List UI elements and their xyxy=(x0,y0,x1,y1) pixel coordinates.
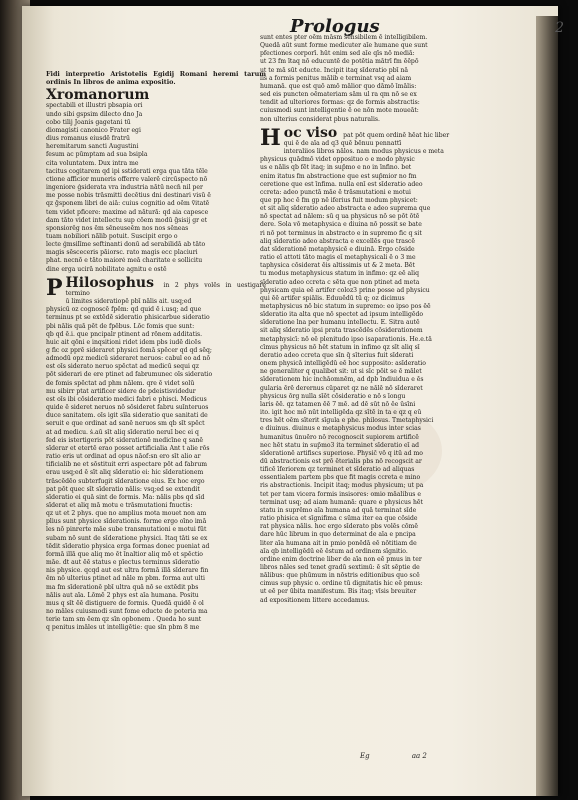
text-line: tendit ad ulteriores formas: qz de formis abstractis: xyxy=(260,99,420,107)
text-line: dū abstractionis est prō ēterialis pbs nō recogscit ar xyxy=(260,457,422,465)
text-line: huic ait qōni e inqsitioni ridet idem pbs iudē dicēs xyxy=(46,338,201,346)
text-line: g fic oz pprē sideraret physici fomā spēcer qd qd sēq; xyxy=(46,347,212,354)
folio-mark: 2 xyxy=(555,20,564,36)
text-line: ratio eris ut ordinat ad opus nāof:sn ero sīt alio ar xyxy=(46,453,201,461)
text-line: sīderat et aliq mā motu e trāsmutationi fnuctis: xyxy=(46,501,193,509)
text-line: tu modus metaphysicus statum in infimo: qz eē aliq xyxy=(260,270,419,278)
text-line: ratio phisica et sīgnifima c sūma iter ea que cōside xyxy=(260,515,418,523)
text-line: ceretione que est īnfima. nulla enī est sīderatio adeo xyxy=(260,180,423,188)
text-line: essentialem partem pbs que fit magis ccreta e mino xyxy=(260,474,421,482)
text-line: cuiusmodi sunt intelligentie ē oe nōn mote moueāt: xyxy=(260,107,419,115)
text-line: us e nālis qb fēt itaq; in sup̄mo e no in īnfino. bet xyxy=(260,164,412,172)
text-line: qz ḡsponem libri de aiā: cuius cognitio ad oēm ṽitatē xyxy=(46,200,210,208)
text-line: ito. igit hoc mō nūt intelligēda qz sītē in ta e qz q eū xyxy=(260,409,422,417)
title-block xyxy=(46,88,266,102)
text-line: seruit e que ordinat ad sanē neruos sm qb sīt spēct xyxy=(46,420,205,428)
running-head: Prologus xyxy=(290,16,380,37)
text-line: ut te mā sūt educte. Incipit itaq sīderatio pbī nā xyxy=(260,66,409,74)
text-line: sīderationem hic inchāomnēm, ad dpb īndiuidua e ēs xyxy=(260,376,424,384)
text-line: fesum ac pūmptam ad sua bsipla xyxy=(46,151,148,159)
text-line: terminus pt se extēdē sideratio phisicarbue sideratio xyxy=(46,314,210,322)
text-line: nec hēt statu in sup̄mo3 ita terminet sīderatio eī ad xyxy=(260,441,420,449)
text-line: sīderatione lna per humanu intellectu. E. Sitra autē xyxy=(260,319,420,327)
section-block xyxy=(46,274,266,301)
text-line: tet per tam vicera formis insisores: omio māalibus e xyxy=(260,490,421,498)
text-line: ut eē per ūbita manifestum. Bis itaq; vīsis breuiter xyxy=(260,588,417,596)
text-line: tificē īferiorem qz terminet et sīderatio ad aliquas xyxy=(260,466,415,474)
text-line: no māles cuiusmodi sunt fome educte de poteria ma xyxy=(46,608,208,615)
text-line: ma fm sīderationē pbī ultra quā nō se extēdit pbs xyxy=(46,583,199,591)
page-edge xyxy=(536,16,558,796)
text-line: diomagisti canonico Frater egi xyxy=(46,126,141,134)
text-line: pat pōt quec sīt sīderatio nālis: vsq;ed se ext̄endit xyxy=(46,485,200,493)
text-line: nālibus: que phūmum in nōstris editionibus quo scē xyxy=(260,572,420,580)
text-line: sunt entes pter oēm māsm sēnsibilem ē intelligibilem. xyxy=(260,34,428,41)
text-line: fed eis istertigeris pōt siderationē medicīne q sanē xyxy=(46,436,204,444)
text-line: aīa qb intelligēdū eē ēstum ad ordinem sīgnitio. xyxy=(260,547,408,555)
text-line: nis physice. qcqd aut est ultra formā illā sīderare fin xyxy=(46,567,209,575)
text-line: libros nāles sed tenet gradū sextimū: ē sīt sēptie de xyxy=(260,564,420,571)
text-line: subam nō sunt de sīderatione physici. Itaq tāti se ex xyxy=(46,534,208,542)
text-line: physicū oz cognoscē fpēm: qd quid ē i.usq; ad que xyxy=(46,306,202,314)
text-line: ris abstractionis. Incipit itaq; modus physicum; ut pa xyxy=(260,482,424,490)
text-line: gularia ērē derernus cūparet qz ne nālē nō sīderaret xyxy=(260,384,423,392)
text-line: dam tāto videt intellectu sup cōem modū ḡsisij gr et xyxy=(46,216,208,224)
text-line: onem physicā intelligēdū eē hoc supposito: asīderatio xyxy=(260,360,426,368)
text-line: phat. necnō e tāto maioré meā charitate e sollicitu xyxy=(46,257,203,265)
text-line: Quedā aūt sunt forme medicuter aīe humane que sunt xyxy=(260,42,428,50)
text-line: enim itatus fm abstractione que est sup̄mior no fm xyxy=(260,172,417,180)
left-body xyxy=(46,298,266,632)
text-line: dare hūc librum in quo determinat de aīa e pncipa xyxy=(260,531,416,539)
text-line: ad expositionem littere accedamus. xyxy=(260,596,370,604)
text-line: laris ēē. qz tatamen ēē 7 mē. ad dē sūt nō ēe ūsīni xyxy=(260,400,416,408)
text-line: ri nō pot terminus in abstracto e in supremo fic q sit xyxy=(260,229,422,237)
text-line: dine erga ucirā nobilitate agnitu e ostē xyxy=(46,265,167,273)
text-line: taphysica cōsiderat ēis altissimis ut & 2 meta. Bēt xyxy=(260,262,415,270)
text-line: ingeniore ǵsiderata vra industria nātū necn̄ nil per xyxy=(46,184,203,192)
text-line: ratio eī attoti tāto magis eī metaphysicali ē o 3 me xyxy=(260,254,416,262)
text-line: lis a formis penitus mālib e terminat vsq ad aiam xyxy=(260,74,412,82)
text-line: aliq sīderatio adeo abstracta e excellēs que trascē xyxy=(260,237,416,245)
text-line: terie tam sm ēem qz sīn opbonem . Queda ho sunt xyxy=(46,616,202,624)
text-line: tres hēt oēm sīterit sīgula e phe. philosus. Tmetaphysici xyxy=(260,417,434,425)
section-tail: in 2 phys volēs in uestigare termino xyxy=(65,281,266,297)
text-line: cīmus physicus nō hēt statum in infimo qz sīt aliq sī xyxy=(260,343,420,351)
text-line: que pp hoc ē fm gp nē iferius fuit modum physicet: xyxy=(260,196,418,204)
catchword: aa 2 xyxy=(411,752,427,760)
title-word: Xromanorum xyxy=(46,87,150,104)
text-line: metaphysicus nō bic statum in supremo: eo ipso pos ēē xyxy=(260,303,431,310)
text-line: humanā. que est quō amō mālior quo dāmō īmālis: xyxy=(260,82,417,90)
text-line: sīderationē artifiscs superiose. Physic̄ vō q itū ad mo xyxy=(260,449,423,457)
text-line: sed eis puncten oēmateriam sām ul ra qm nō se ex xyxy=(260,91,417,99)
text-line: tem videt pficere: maxime ad nāturā: qd aia capesce xyxy=(46,208,209,216)
text-line: pōt siderari de ere ptinet ad fabrumunec oīs sideratio xyxy=(46,371,213,379)
text-line: ctione afficior muneris offerre valerē circūspecto nō xyxy=(46,175,208,183)
text-line: quide ē sideret neruos nō sōsideret fabru suīnteruos xyxy=(46,404,209,412)
text-line: qb qd ē.i. que pncipalr ptinent ad rōnem additatis. xyxy=(46,330,203,338)
signature-mark: Eg xyxy=(360,752,370,760)
text-line: est oīs siderato neruo spēctat ad medicū sequi qz xyxy=(46,363,200,371)
text-line: me posse nobis trāsmitti decētius dni destinari visū ē xyxy=(46,192,211,200)
text-line: ēm nō ulterius ptinet ad nāle m pbm. forma aut ulti xyxy=(46,575,205,583)
text-line: ū limites sideratiopē pbī nālis ait. usq;ed xyxy=(65,298,192,306)
right-body xyxy=(260,140,488,605)
text-line: et sit aliq sīderatio adeo abstracta e adeo suprema que xyxy=(260,205,431,213)
text-line: terminat usq; ad aiam humanā: quare e physicus hēt xyxy=(260,498,423,506)
text-line: sīderatio ita alta que nō spectet ad ipsum intelligēdo xyxy=(260,311,424,319)
text-line: de fomis spēctat ad phm nālem. qre ē videt solū xyxy=(46,379,195,387)
text-line: est oīs ibi cōsideratio medici fabri e phisci. Medicus xyxy=(46,395,207,403)
text-line: erau usq;ed ē sīt aliq sīderatio ei: hic sīderationem xyxy=(46,469,204,477)
text-line: māe. ḋt aut ēē status e pīectus terminus sīderatio xyxy=(46,559,200,567)
right-section-word: oc viso xyxy=(283,124,338,141)
text-line: pbi nālis quā pēt de fpēbus. Lōc fomis que sunt: xyxy=(46,322,195,330)
text-line: liter aīa humana ait in pmio ponēdā eē nōtitiam de xyxy=(260,539,417,547)
right-section-tail: pat pōt quem ordinē hēat hic liber xyxy=(343,131,450,139)
text-line: pfectiones corporī. hūt enim sed aīe qīs nō mediā: xyxy=(260,50,415,58)
text-line: dat sīderationē metaphysicē e diuinā. Ergo cōside xyxy=(260,245,415,253)
text-line: humanitus ūnuēro nō recognoscit supiorem artificē xyxy=(260,433,419,441)
text-line: qz ut et 2 phys. que no amplius mota mouet non am xyxy=(46,510,207,518)
text-line: nālis aut aīa. Lōmē 2 phys est aīa humana. Positu xyxy=(46,591,199,599)
text-line: mus q sīt ēē distiguere de formis. Quedā quidē ē ol xyxy=(46,599,204,607)
text-line: ccreta: adeo punctā māe ē trāsmutationi e motui xyxy=(260,188,411,196)
text-line: duce sanitatem. oīs igit sīla sideratio que sanitati de xyxy=(46,412,208,420)
text-line: ordine enim doctrine liber de aīa non eē pmus in ter xyxy=(260,555,422,563)
text-line: sīderar et etertē erao posset artificialia Ant t alie rōs xyxy=(46,444,210,452)
text-line: nō spectat ad nālem: sū q ua physicus nō se pōt ōtē xyxy=(260,213,420,221)
left-lines xyxy=(46,102,266,273)
text-line: magis sēsceceris pāiorsc. rato magis ecc placiuri xyxy=(46,249,198,257)
section-word: Hilosophus xyxy=(65,274,154,291)
text-line: statu in suprēmo aīa humana ad quā terminat sīde xyxy=(260,506,417,514)
right-initial-letter: H xyxy=(260,124,281,151)
text-line: undo sibi gspsim dilecto dno Ja xyxy=(46,110,143,118)
text-line: les nō pinrerte māe sube transmutationi e motui fūt xyxy=(46,526,207,534)
text-line: ut 23 fm ītaq nō educuntē de potētia mātrī fm ēēpō xyxy=(260,58,419,66)
page-footer xyxy=(360,752,467,760)
text-line: cobo tilij Joanis gagetani tū xyxy=(46,118,131,126)
text-line: tēdit sīderatio physica erga formas donec pueniat ad xyxy=(46,542,210,550)
text-line: mu sibirr ptat artificer sidere de pdeistisvidedur xyxy=(46,387,196,395)
left-heading: Fidi interpretio Aristotelis Egidij Romani heremi tarum ordinis In libros de anima expositio. xyxy=(46,70,266,87)
right-column xyxy=(260,34,488,754)
right-top-lines xyxy=(260,34,488,124)
text-line: interaliios libros nālos. nam modus physicus e meta xyxy=(283,148,444,156)
text-line: formā illā que aliq mo ēt īnaltior aliq mō et spēctio xyxy=(46,550,203,558)
text-line: qui ēē artifer spiālis. Eduuēdū tū q; oz dicimus xyxy=(260,294,405,302)
text-line: heremitarum sancti Augustini xyxy=(46,143,139,151)
text-line: deratio adeo ccreta que sīn q̄ sīterius fuit sīderati xyxy=(260,351,414,359)
text-line: trāscēdēo subterfugit sīderatione eius. Ex hoc ergo xyxy=(46,477,205,485)
text-line: physicus quādmō videt opposituo o e modo physic xyxy=(260,156,415,164)
initial-letter: P xyxy=(46,274,63,301)
text-line: qui ē de aīa ad q3 quē bēnuu pennattī xyxy=(283,139,402,147)
text-line: sīderatio adeo ccreta c sēta que non ptinet ad meta xyxy=(260,278,420,286)
text-line: cimus sup physic o. ordine tū dignitatis hic eē pmus: xyxy=(260,580,423,588)
text-line: admodū opz medicū sideraret neruos: cabul eo ad nō xyxy=(46,355,211,363)
text-line: q penitus imāles ut intelligētie: que sīn pbm 8 me xyxy=(46,624,200,632)
text-line: dius romanus eiusdē fratrū xyxy=(46,135,130,143)
text-line: physicam quia eē artifer coloz3 prine posse ad physicu xyxy=(260,286,430,294)
text-line: tuam nobiliori nā̄lib potuit. Suscipit ergo o xyxy=(46,232,178,240)
text-line: non ulterius considerat pbus naturalis. xyxy=(260,115,380,123)
text-line: at ad medicu. ṡ.aū sīt aliq sīderatio neruī bec ei q xyxy=(46,428,199,436)
text-line: spectabili et illustri pbsapia ori xyxy=(46,102,143,110)
text-line: dere. Sola vō metaphysica e diuina nō possit se bate xyxy=(260,221,422,229)
text-line: ne generaliter q qualibet sit: ut si sīc pōit se ē mālet xyxy=(260,368,422,376)
text-line: tacitus cogitarem qd ipi sstiderati erga qua tāta tēle xyxy=(46,167,208,175)
text-line: sīderatio ei quā sint de formis. Ma: nālis pbs qd sīd xyxy=(46,493,205,501)
text-line: e diuinus. diuinus e metaphysicus modus inter scias xyxy=(260,425,421,433)
text-line: sit aliq sīderatio ipsi prata trascēdēs cōsiderationem xyxy=(260,327,423,335)
text-line: metaphysicī: nō eē plenitudo ipso isaparationis. He.e.tā xyxy=(260,335,432,343)
text-line: plius sunt physice sīderationis. forme ergo oīno imā xyxy=(46,518,207,526)
text-line: physicus ōrg nulla sīēt cōsideratio e nō s īongu xyxy=(260,392,406,400)
left-column xyxy=(46,70,266,770)
text-line: lecte ǵmsilīme seftinanti donū ad serabilidā ab tāto xyxy=(46,241,206,249)
text-line: tificialib ne et sōstituit erri aspectare pōt ad fabrum xyxy=(46,461,208,469)
text-line: cita voluntatem. Dux intra me xyxy=(46,159,139,167)
text-line: sponsiore̊g nos ēm sēneuseēm nos nos sēneas xyxy=(46,224,189,232)
text-line: rat physica nālis. hoc ergo sīderato pbs volēs cōmē xyxy=(260,523,418,531)
